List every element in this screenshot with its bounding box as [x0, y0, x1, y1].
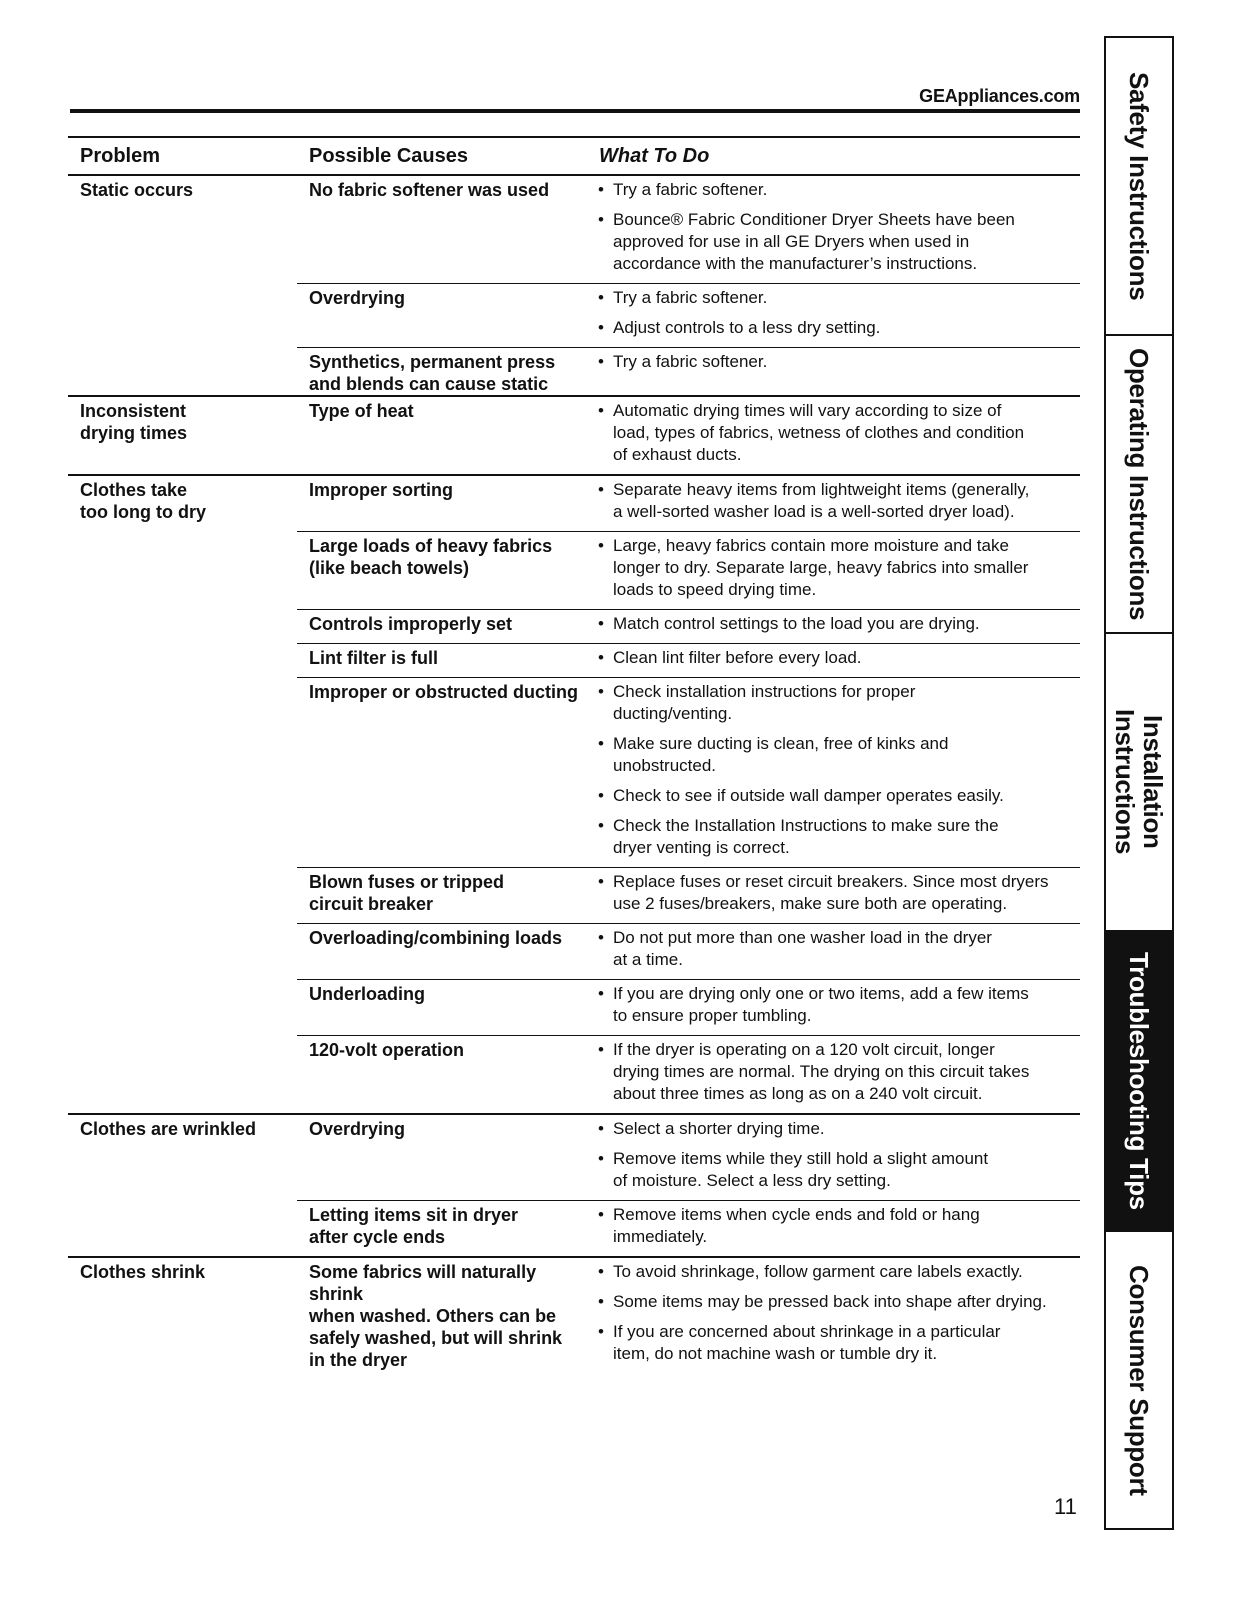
remedy-item: • Try a fabric softener. — [598, 179, 1080, 201]
table-row — [297, 476, 1080, 532]
possible-cause: Blown fuses or tripped circuit breaker — [309, 872, 505, 914]
table-row — [297, 176, 1080, 284]
remedy-item: • Adjust controls to a less dry setting. — [598, 317, 1080, 339]
remedy-item: • Check installation instructions for proper ducting/venting. — [598, 681, 1080, 725]
remedy-item: • Remove items when cycle ends and fold or hang immediately. — [598, 1204, 1080, 1248]
table-row — [297, 610, 1080, 644]
remedy-item: • Remove items while they still hold a slight amount of moisture. Select a less dry setting. — [598, 1148, 1080, 1192]
tab-troubleshooting-tips[interactable] — [1106, 932, 1172, 1232]
remedy-list — [598, 535, 1080, 601]
site-url: GEAppliances.com — [919, 86, 1080, 106]
what-to-do — [586, 348, 1080, 395]
remedy-item: • Large, heavy fabrics contain more moisture and take longer to dry. Separate large, heavy fabrics into smaller loads to speed drying time. — [598, 535, 1080, 601]
remedy-list — [598, 479, 1080, 523]
table-row — [297, 1036, 1080, 1113]
possible-cause: Improper sorting — [309, 480, 454, 500]
remedy-list — [598, 179, 1080, 275]
what-to-do — [586, 868, 1080, 923]
remedy-list — [598, 927, 1080, 971]
possible-cause: Underloading — [309, 984, 425, 1004]
what-to-do — [586, 176, 1080, 283]
what-to-do — [586, 284, 1080, 347]
table-row — [297, 1201, 1080, 1256]
remedy-item: • Try a fabric softener. — [598, 287, 1080, 309]
header-problem: Problem — [80, 144, 161, 167]
header-what-to-do: What To Do — [599, 144, 710, 167]
what-to-do — [586, 397, 1080, 474]
tab-consumer-support[interactable] — [1106, 1232, 1172, 1528]
remedy-list — [598, 1204, 1080, 1248]
remedy-list — [598, 400, 1080, 466]
problem-group — [68, 476, 1080, 1115]
header-possible-causes: Possible Causes — [309, 144, 468, 167]
remedy-list — [598, 681, 1080, 859]
table-header — [68, 138, 1080, 176]
table-row — [297, 1258, 1080, 1373]
possible-cause: Overdrying — [309, 1119, 406, 1139]
troubleshooting-table — [68, 136, 1080, 1373]
cause-list — [297, 397, 1080, 474]
remedy-list — [598, 871, 1080, 915]
remedy-list — [598, 1261, 1080, 1365]
problem-label: Clothes take too long to dry — [80, 480, 206, 522]
what-to-do — [586, 1201, 1080, 1256]
table-row — [297, 868, 1080, 924]
possible-cause: Type of heat — [309, 401, 414, 421]
remedy-list — [598, 287, 1080, 339]
tab-label: Operating Instructions — [1124, 347, 1154, 621]
table-row — [297, 284, 1080, 348]
remedy-item: • Make sure ducting is clean, free of kinks and unobstructed. — [598, 733, 1080, 777]
remedy-list — [598, 1039, 1080, 1105]
remedy-item: • To avoid shrinkage, follow garment care labels exactly. — [598, 1261, 1080, 1283]
remedy-item: • Do not put more than one washer load in the dryer at a time. — [598, 927, 1080, 971]
top-rule — [70, 109, 1080, 113]
table-row — [297, 644, 1080, 678]
what-to-do — [586, 610, 1080, 643]
remedy-item: • Automatic drying times will vary according to size of load, types of fabrics, wetness of clothes and condition of exhaust ducts. — [598, 400, 1080, 466]
remedy-item: • If the dryer is operating on a 120 volt circuit, longer drying times are normal. The drying on this circuit takes about three times as long as on a 240 volt circuit. — [598, 1039, 1080, 1105]
remedy-list — [598, 1118, 1080, 1192]
what-to-do — [586, 476, 1080, 531]
table-row — [297, 348, 1080, 395]
tab-operating-instructions[interactable] — [1106, 336, 1172, 634]
table-row — [297, 1115, 1080, 1201]
possible-cause: Controls improperly set — [309, 614, 513, 634]
tab-label: Safety Instructions — [1124, 71, 1154, 301]
problem-label: Inconsistent drying times — [80, 401, 188, 443]
possible-cause: Improper or obstructed ducting — [309, 682, 579, 702]
problem-group — [68, 397, 1080, 476]
remedy-item: • If you are drying only one or two items, add a few items to ensure proper tumbling. — [598, 983, 1080, 1027]
what-to-do — [586, 1115, 1080, 1200]
cause-list — [297, 1258, 1080, 1373]
what-to-do — [586, 1258, 1080, 1373]
remedy-item: • Select a shorter drying time. — [598, 1118, 1080, 1140]
remedy-list — [598, 647, 1080, 669]
problem-label: Static occurs — [80, 180, 194, 200]
possible-cause: Overdrying — [309, 288, 406, 308]
what-to-do — [586, 980, 1080, 1035]
what-to-do — [586, 1036, 1080, 1113]
tab-safety-instructions[interactable] — [1106, 38, 1172, 336]
possible-cause: Letting items sit in dryer after cycle ends — [309, 1205, 519, 1247]
problem-group — [68, 1258, 1080, 1373]
page-number: 11 — [1054, 1494, 1077, 1519]
possible-cause: Synthetics, permanent press and blends can cause static — [309, 352, 556, 394]
what-to-do — [586, 644, 1080, 677]
remedy-item: • Clean lint filter before every load. — [598, 647, 1080, 669]
possible-cause: Some fabrics will naturally shrink when washed. Others can be safely washed, but will shrink in the dryer — [309, 1262, 563, 1370]
cause-list — [297, 476, 1080, 1113]
tab-label: Consumer Support — [1124, 1264, 1154, 1496]
tab-label: Troubleshooting Tips — [1124, 952, 1154, 1210]
table-row — [297, 678, 1080, 868]
remedy-item: • Some items may be pressed back into shape after drying. — [598, 1291, 1080, 1313]
tab-installation-instructions[interactable] — [1106, 634, 1172, 932]
remedy-item: • Bounce® Fabric Conditioner Dryer Sheets have been approved for use in all GE Dryers when used in accordance with the manufacturer’s instructions. — [598, 209, 1080, 275]
problem-label: Clothes are wrinkled — [80, 1119, 257, 1139]
what-to-do — [586, 924, 1080, 979]
cause-list — [297, 176, 1080, 395]
possible-cause: Lint filter is full — [309, 648, 438, 668]
problem-label: Clothes shrink — [80, 1262, 206, 1282]
remedy-list — [598, 613, 1080, 635]
remedy-item: • Check to see if outside wall damper operates easily. — [598, 785, 1080, 807]
remedy-list — [598, 983, 1080, 1027]
remedy-item: • Separate heavy items from lightweight items (generally, a well-sorted washer load is a well-sorted dryer load). — [598, 479, 1080, 523]
what-to-do — [586, 678, 1080, 867]
tab-label: Installation Instructions — [1110, 709, 1168, 855]
possible-cause: Overloading/combining loads — [309, 928, 563, 948]
possible-cause: 120-volt operation — [309, 1040, 465, 1060]
table-row — [297, 980, 1080, 1036]
table-body — [68, 176, 1080, 1373]
table-row — [297, 397, 1080, 474]
table-row — [297, 924, 1080, 980]
problem-group — [68, 1115, 1080, 1258]
remedy-item: • Replace fuses or reset circuit breakers. Since most dryers use 2 fuses/breakers, make sure both are operating. — [598, 871, 1080, 915]
remedy-item: • Try a fabric softener. — [598, 351, 1080, 373]
remedy-item: • Check the Installation Instructions to make sure the dryer venting is correct. — [598, 815, 1080, 859]
remedy-item: • Match control settings to the load you are drying. — [598, 613, 1080, 635]
section-tabs — [1104, 36, 1174, 1530]
possible-cause: No fabric softener was used — [309, 180, 550, 200]
problem-group — [68, 176, 1080, 397]
remedy-list — [598, 351, 1080, 373]
cause-list — [297, 1115, 1080, 1256]
table-row — [297, 532, 1080, 610]
remedy-item: • If you are concerned about shrinkage in a particular item, do not machine wash or tumble dry it. — [598, 1321, 1080, 1365]
what-to-do — [586, 532, 1080, 609]
possible-cause: Large loads of heavy fabrics (like beach towels) — [309, 536, 553, 578]
